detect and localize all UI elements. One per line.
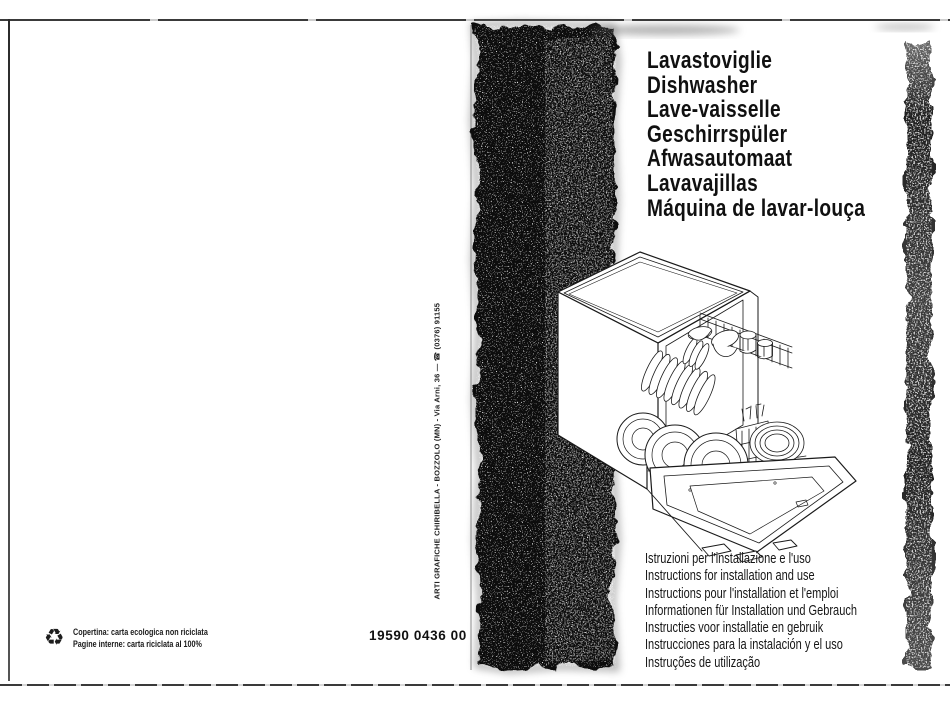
open-door	[650, 457, 856, 552]
title-line: Máquina de lavar-louça	[647, 194, 866, 222]
instructions-line: Instructies voor installatie en gebruik	[645, 620, 824, 637]
instructions-line: Informationen für Installation und Gebrauch	[645, 602, 857, 619]
printer-credit: ARTI GRAFICHE CHIRIBELLA - BOZZOLO (MN) - Via Arni, 36 — ☎ (0376) 91155	[432, 302, 442, 600]
product-titles	[647, 49, 865, 221]
instructions-line: Instruções de utilização	[645, 654, 761, 671]
instructions-line: Instrucciones para la instalación y el uso	[645, 637, 843, 654]
title-line: Geschirrspüler	[647, 120, 788, 148]
paper-note-line: Copertina: carta ecologica non riciclata	[72, 627, 208, 637]
instructions-line: Instructions pour l'installation et l'emploi	[645, 585, 839, 602]
instructions-line: Istruzioni per l'installazione e l'uso	[645, 551, 811, 567]
title-line: Lavastoviglie	[647, 47, 773, 74]
print-code: 19590 0436 00	[369, 628, 467, 643]
plate-stack	[750, 422, 804, 464]
dishwasher-line-drawing	[540, 243, 920, 573]
title-line: Dishwasher	[647, 71, 758, 99]
instructions-caption	[645, 551, 857, 672]
paper-note	[44, 627, 241, 650]
title-line: Lave-vaisselle	[647, 96, 781, 124]
title-line: Lavavajillas	[647, 169, 759, 197]
title-line: Afwasautomaat	[647, 145, 793, 173]
recycle-icon: ♻	[44, 625, 65, 651]
instructions-line: Instructions for installation and use	[645, 568, 815, 585]
paper-note-line: Pagine interne: carta riciclata al 100%	[72, 638, 202, 649]
